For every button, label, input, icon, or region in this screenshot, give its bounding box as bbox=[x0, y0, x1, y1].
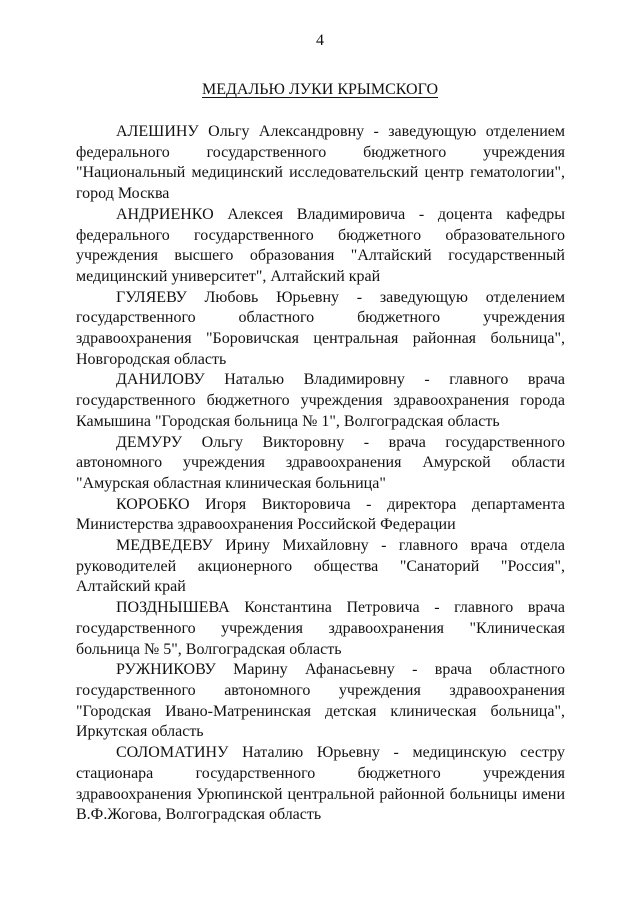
award-heading: МЕДАЛЬЮ ЛУКИ КРЫМСКОГО bbox=[201, 81, 438, 98]
awardee-entry: АНДРИЕНКО Алексея Владимировича - доцента кафедры федерального государственного бюджетного образовательного учреждения высшего образования "Алтайский государственный медицинский университет", Алтайский край bbox=[76, 205, 565, 285]
awardee-entry: ДЕМУРУ Ольгу Викторовну - врача государственного автономного учреждения здравоохранения Амурской области "Амурская областная клиническая больница" bbox=[76, 433, 565, 492]
awardee-entry: СОЛОМАТИНУ Наталию Юрьевну - медицинскую сестру стационара государственного бюджетного учреждения здравоохранения Урюпинской центральной районной больницы имени В.Ф.Жогова, Волгоградская область bbox=[76, 744, 565, 824]
awardee-entry: КОРОБКО Игоря Викторовича - директора департамента Министерства здравоохранения Российской Федерации bbox=[76, 495, 565, 534]
awardee-entry: ГУЛЯЕВУ Любовь Юрьевну - заведующую отделением государственного областного бюджетного учреждения здравоохранения "Боровичская центральная районная больница", Новгородская область bbox=[76, 288, 565, 368]
awardee-entry: МЕДВЕДЕВУ Ирину Михайловну - главного врача отдела руководителей акционерного общества "Санаторий "Россия", Алтайский край bbox=[76, 537, 565, 596]
awardee-entry: ДАНИЛОВУ Наталью Владимировну - главного врача государственного бюджетного учреждения здравоохранения города Камышина "Городская больница № 1", Волгоградская область bbox=[76, 371, 565, 430]
awardee-entry: АЛЕШИНУ Ольгу Александровну - заведующую отделением федерального государственного бюджетного учреждения "Национальный медицинский исследовательский центр гематологии", город Москва bbox=[76, 123, 565, 203]
page-number: 4 bbox=[316, 32, 324, 49]
awardee-entry: РУЖНИКОВУ Марину Афанасьевну - врача областного государственного автономного учреждения здравоохранения "Городская Ивано-Матренинская детская клиническая больница", Иркутская область bbox=[76, 661, 565, 741]
awardee-entry: ПОЗДНЫШЕВА Константина Петровича - главного врача государственного учреждения здравоохранения "Клиническая больница № 5", Волгоградская область bbox=[76, 599, 565, 658]
awardee-list bbox=[76, 122, 565, 826]
